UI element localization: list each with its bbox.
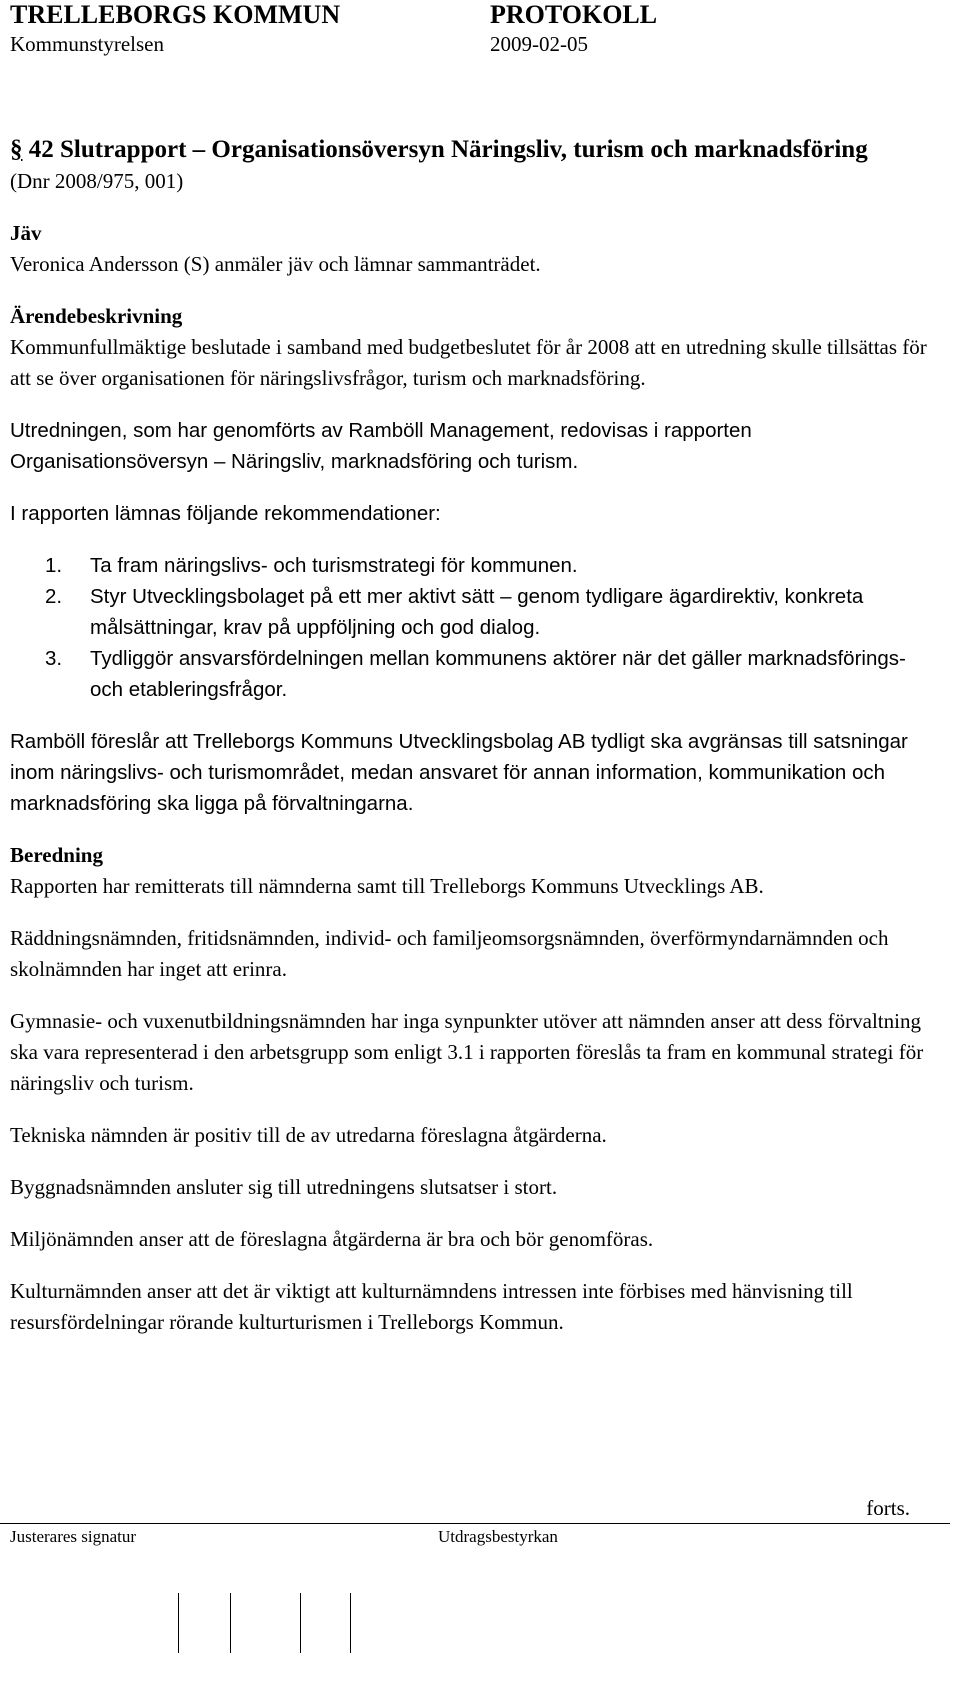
signature-label: Justerares signatur: [10, 1527, 137, 1546]
beredning-paragraph-7: Kulturnämnden anser att det är viktigt att kulturnämndens intressen inte förbises med hänvisning till resursfördelningar rörande kulturturismen i Trelleborgs Kommun.: [10, 1279, 853, 1334]
list-item: 2. Styr Utvecklingsbolaget på ett mer aktivt sätt – genom tydligare ägardirektiv, konkreta målsättningar, krav på uppföljning och god dialog.: [45, 585, 864, 639]
paragraph-mark: §: [10, 136, 23, 163]
list-item: 3. Tydliggör ansvarsfördelningen mellan kommunens aktörer när det gäller marknadsförings- och etableringsfrågor.: [45, 647, 906, 701]
section-heading-beredning: Beredning: [10, 843, 103, 867]
arende-paragraph-3: I rapporten lämnas följande rekommendationer:: [10, 502, 441, 525]
section-heading-jav: Jäv: [10, 221, 42, 245]
document-body: [10, 134, 930, 1338]
arende-paragraph-1: Kommunfullmäktige beslutade i samband med budgetbeslutet för år 2008 att en utredning skulle tillsättas för att se över organisationen för näringslivsfrågor, turism och marknadsföring.: [10, 335, 927, 390]
footer-rule: [0, 1523, 950, 1524]
beredning-paragraph-3: Gymnasie- och vuxenutbildningsnämnden har inga synpunkter utöver att nämnden anser att dess förvaltning ska vara representerad i den arbetsgrupp som enligt 3.1 i rapporten föreslås ta fram en kommunal strategi för näringsliv och turism.: [10, 1009, 924, 1095]
organization-name: TRELLEBORGS KOMMUN: [10, 0, 341, 29]
list-item: 1. Ta fram näringslivs- och turismstrategi för kommunen.: [45, 554, 578, 577]
signature-box-divider: [350, 1593, 351, 1653]
committee-name: Kommunstyrelsen: [10, 32, 164, 56]
arende-paragraph-4: Ramböll föreslår att Trelleborgs Kommuns Utvecklingsbolag AB tydligt ska avgränsas till satsningar inom näringslivs- och turismområdet, medan ansvaret för annan information, kommunikation och marknadsföring ska ligga på förvaltningarna.: [10, 730, 908, 815]
item-title-text: 42 Slutrapport – Organisationsöversyn Näringsliv, turism och marknadsföring: [28, 136, 868, 163]
signature-footer: [0, 1523, 950, 1683]
beredning-paragraph-1: Rapporten har remitterats till nämnderna samt till Trelleborgs Kommuns Utvecklings AB.: [10, 874, 764, 898]
arende-paragraph-2: Utredningen, som har genomförts av Ramböll Management, redovisas i rapporten Organisationsöversyn – Näringsliv, marknadsföring och turism.: [10, 419, 752, 473]
recommendation-list: [10, 550, 930, 705]
beredning-paragraph-5: Byggnadsnämnden ansluter sig till utredningens slutsatser i stort.: [10, 1175, 558, 1199]
signature-box-divider: [300, 1593, 301, 1653]
item-title: [10, 134, 930, 166]
beredning-paragraph-6: Miljönämnden anser att de föreslagna åtgärderna är bra och bör genomföras.: [10, 1227, 654, 1251]
signature-box-divider: [230, 1593, 231, 1653]
diary-number: (Dnr 2008/975, 001): [10, 169, 184, 193]
beredning-paragraph-2: Räddningsnämnden, fritidsnämnden, individ- och familjeomsorgsnämnden, överförmyndarnämnden och skolnämnden har inget att erinra.: [10, 926, 889, 981]
beredning-paragraph-4: Tekniska nämnden är positiv till de av utredarna föreslagna åtgärderna.: [10, 1123, 607, 1147]
jav-text: Veronica Andersson (S) anmäler jäv och lämnar sammanträdet.: [10, 252, 541, 276]
section-heading-arende: Ärendebeskrivning: [10, 304, 183, 328]
signature-box-divider: [178, 1593, 179, 1653]
certification-label: Utdragsbestyrkan: [438, 1527, 558, 1546]
continued-marker: forts.: [866, 1496, 910, 1520]
meeting-date: 2009-02-05: [490, 32, 588, 56]
document-type: PROTOKOLL: [490, 0, 658, 29]
